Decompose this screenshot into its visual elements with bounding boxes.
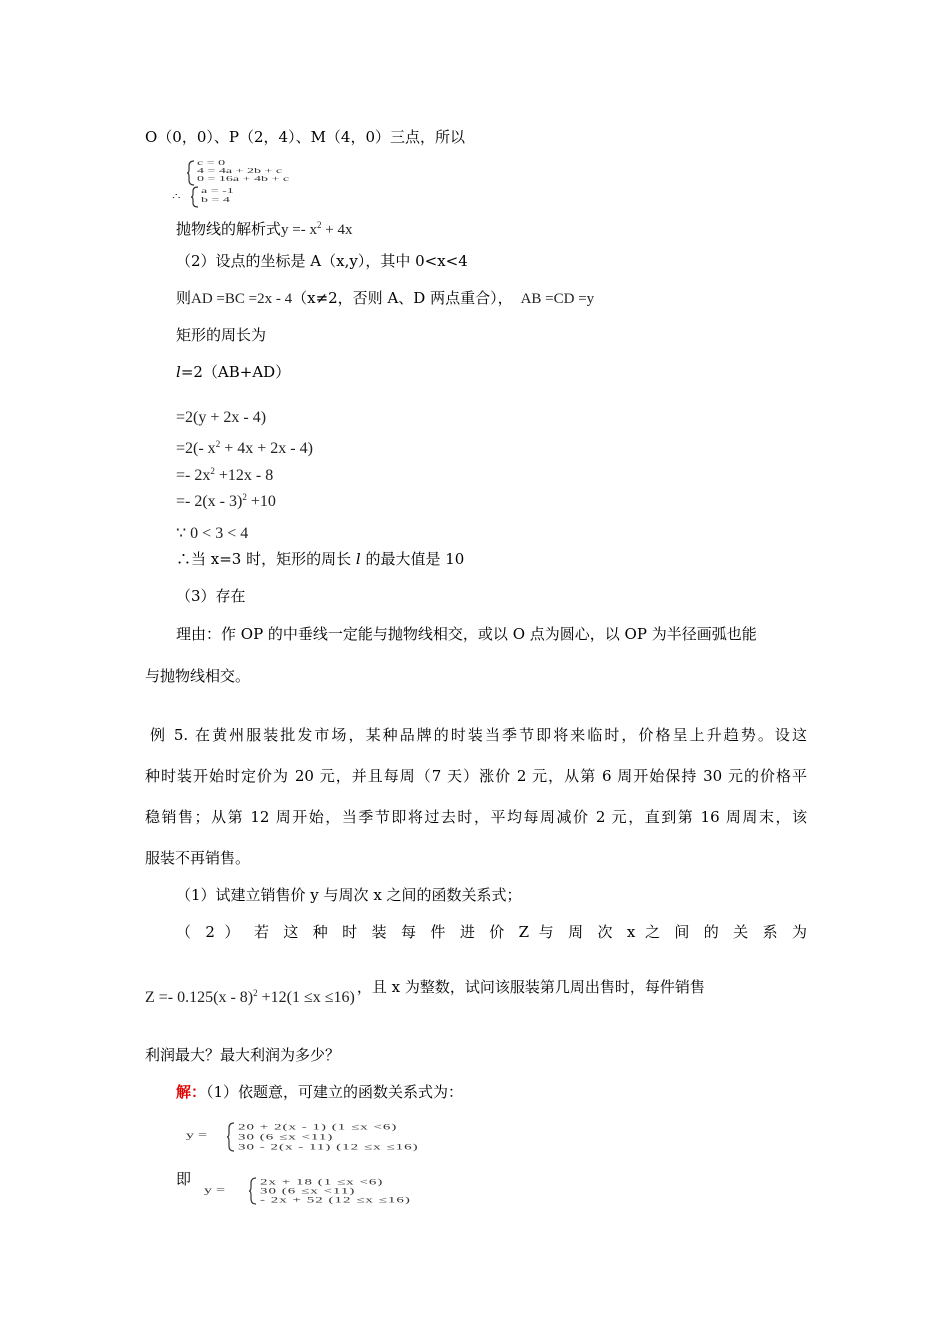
left-brace-icon xyxy=(186,160,196,186)
example5-line-4: 服装不再销售。 xyxy=(145,849,251,867)
namely-label: 即 xyxy=(176,1170,192,1188)
step-2: =2(- $x^2 + 4x + 2x - 4$) xyxy=(176,439,313,457)
reason-line-2: 与抛物线相交。 xyxy=(145,667,251,685)
therefore-symbol: ∴ xyxy=(172,192,181,201)
solution-line: 解：（1）依题意，可建立的函数关系式为： xyxy=(176,1083,464,1101)
sys1-sol-a: a = -1 xyxy=(201,187,234,196)
sys1-row1: c = 0 xyxy=(197,159,226,168)
example5-line-3: 稳销售；从第 12 周开始，当季节即将过去时，平均每周减价 2 元，直到第 16 周周末，该 xyxy=(145,808,807,826)
question-2-line-3: 利润最大？最大利润为多少？ xyxy=(145,1046,341,1064)
pw2-row-2: 30 (6 ≤x <11) xyxy=(260,1187,356,1196)
sides-line: 则AD =BC =2x - 4（x≠2，否则 A、D 两点重合）， AB =CD =y xyxy=(176,289,595,307)
sys1-sol-b: b = 4 xyxy=(201,196,230,205)
pw2-lhs: y = xyxy=(204,1185,226,1196)
because-line: ∵ 0 < 3 < 4 xyxy=(176,525,249,542)
pw1-lhs: y = xyxy=(186,1130,208,1141)
conclusion-line: ∴当 x=3 时，矩形的周长 l 的最大值是 10 xyxy=(176,550,465,568)
solution-label: 解： xyxy=(176,1083,207,1101)
question-2-line-1: （ 2 ） 若 这 种 时 装 每 件 进 价 Z 与 周 次 x 之 间 的 关 系 为 xyxy=(176,923,807,941)
pw2-row-1: 2x + 18 (1 ≤x <6) xyxy=(260,1178,384,1187)
left-brace-icon xyxy=(226,1122,236,1152)
sys1-row2: 4 = 4a + 2b + c xyxy=(197,167,283,176)
question-2-line-2: Z =- 0.125(x - 8)$^2$ +12(1 ≤x ≤16)，且 x 为整数，试问该服装第几周出售时，每件销售 xyxy=(145,978,705,1006)
example5-line-1: 例 5. 在黄州服装批发市场，某种品牌的时装当季节即将来临时，价格呈上升趋势。设这 xyxy=(150,726,807,744)
example5-line-2: 种时装开始时定价为 20 元，并且每周（7 天）涨价 2 元，从第 6 周开始保持 30 元的价格平 xyxy=(145,767,807,785)
part3-exist: （3）存在 xyxy=(176,587,246,605)
left-brace-icon xyxy=(248,1177,258,1205)
left-brace-icon xyxy=(190,186,200,208)
pw1-row-1: 20 + 2(x - 1) (1 ≤x <6) xyxy=(238,1123,398,1132)
step-3: =- $2x^2 +12x - 8$ xyxy=(176,466,274,484)
pw1-row-2: 30 (6 ≤x <11) xyxy=(238,1133,334,1142)
parabola-line: 抛物线的解析式$y =- x^2 + 4x$ xyxy=(176,220,353,238)
step-1: =2(y + 2x - 4) xyxy=(176,409,267,426)
question-1: （1）试建立销售价 y 与周次 x 之间的函数关系式； xyxy=(176,886,522,904)
perimeter-formula: l=2（AB+AD） xyxy=(176,363,291,381)
perimeter-label: 矩形的周长为 xyxy=(176,326,267,344)
step-4: =- 2(x - 3)$^2$ +10 xyxy=(176,492,276,510)
pw2-row-3: - 2x + 52 (12 ≤x ≤16) xyxy=(260,1196,411,1205)
reason-line-1: 理由：作 OP 的中垂线一定能与抛物线相交，或以 O 点为圆心，以 OP 为半径画弧也能 xyxy=(176,625,757,643)
sys1-row3: 0 = 16a + 4b + c xyxy=(197,175,290,184)
part2-intro: （2）设点的坐标是 A（x,y），其中 0<x<4 xyxy=(176,252,468,270)
pw1-row-3: 30 - 2(x - 11) (12 ≤x ≤16) xyxy=(238,1143,419,1152)
points-line: O（0，0）、P（2，4）、M（4，0）三点，所以 xyxy=(145,128,466,146)
